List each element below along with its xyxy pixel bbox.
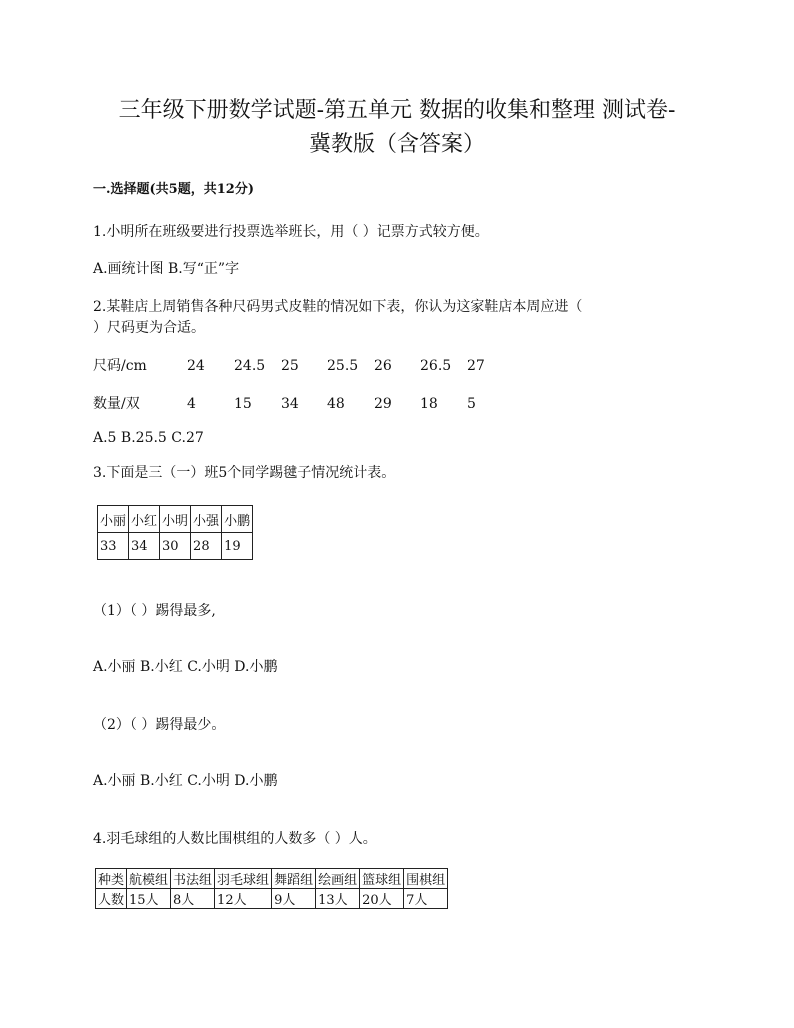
question-3-sub2: （2）（ ）踢得最少。 (93, 717, 226, 733)
table-cell: 种类 (96, 869, 127, 889)
table-cell: 小明 (160, 506, 191, 533)
quantity-row (93, 394, 693, 414)
quantity-cell: 48 (327, 396, 345, 412)
size-row (93, 356, 693, 376)
question-2-options: A.5 B.25.5 C.27 (93, 430, 204, 446)
table-cell: 33 (98, 533, 129, 560)
section-heading: 一.选择题(共5题，共12分) (93, 182, 254, 197)
quantity-row-label: 数量/双 (93, 396, 140, 412)
table-cell: 19 (222, 533, 253, 560)
table-cell: 小红 (129, 506, 160, 533)
question-1-options: A.画统计图 B.写“正”字 (93, 261, 240, 277)
table-cell: 30 (160, 533, 191, 560)
table-row (98, 506, 253, 533)
quantity-cell: 15 (234, 396, 252, 412)
table-cell: 人数 (96, 889, 127, 909)
size-cell: 26.5 (420, 358, 452, 374)
quantity-cell: 4 (187, 396, 196, 412)
table-cell: 小丽 (98, 506, 129, 533)
table-cell: 书法组 (171, 869, 215, 889)
size-cell: 24.5 (234, 358, 266, 374)
table-row (96, 889, 448, 909)
size-cell: 27 (467, 358, 485, 374)
table-cell: 航模组 (127, 869, 171, 889)
quantity-cell: 18 (420, 396, 438, 412)
question-3-sub2-options: A.小丽 B.小红 C.小明 D.小鹏 (93, 773, 278, 789)
size-cell: 26 (374, 358, 392, 374)
table-cell: 羽毛球组 (215, 869, 272, 889)
size-cell: 24 (187, 358, 205, 374)
question-3-sub1-options: A.小丽 B.小红 C.小明 D.小鹏 (93, 659, 278, 675)
table-cell: 绘画组 (316, 869, 360, 889)
table-cell: 7人 (404, 889, 448, 909)
table-cell: 12人 (215, 889, 272, 909)
table-cell: 15人 (127, 889, 171, 909)
table-cell: 8人 (171, 889, 215, 909)
question-2-stem-line1: 2.某鞋店上周销售各种尺码男式皮鞋的情况如下表，你认为这家鞋店本周应进（ (93, 299, 583, 315)
question-3-sub1: （1）（ ）踢得最多, (93, 603, 216, 619)
table-cell: 舞蹈组 (272, 869, 316, 889)
quantity-cell: 34 (281, 396, 299, 412)
question-3-stem: 3.下面是三（一）班5个同学踢毽子情况统计表。 (93, 465, 396, 481)
quantity-cell: 5 (467, 396, 476, 412)
table-row (96, 869, 448, 889)
table-cell: 9人 (272, 889, 316, 909)
document-title-line1: 三年级下册数学试题-第五单元 数据的收集和整理 测试卷- (118, 98, 676, 123)
size-cell: 25 (281, 358, 299, 374)
quantity-cell: 29 (374, 396, 392, 412)
question-1-stem: 1.小明所在班级要进行投票选举班长，用（ ）记票方式较方便。 (93, 224, 489, 240)
table-cell: 小强 (191, 506, 222, 533)
table-cell: 13人 (316, 889, 360, 909)
table-cell: 围棋组 (404, 869, 448, 889)
size-cell: 25.5 (327, 358, 359, 374)
table-cell: 20人 (360, 889, 404, 909)
group-count-table (95, 868, 448, 909)
table-cell: 34 (129, 533, 160, 560)
table-cell: 28 (191, 533, 222, 560)
document-title-line2: 冀教版（含答案） (308, 132, 485, 157)
table-cell: 篮球组 (360, 869, 404, 889)
table-cell: 小鹏 (222, 506, 253, 533)
size-row-label: 尺码/cm (93, 358, 147, 374)
table-row (98, 533, 253, 560)
question-2-stem-line2: ）尺码更为合适。 (93, 320, 205, 336)
kick-count-table (97, 505, 253, 560)
question-4-stem: 4.羽毛球组的人数比围棋组的人数多（ ）人。 (93, 831, 377, 847)
